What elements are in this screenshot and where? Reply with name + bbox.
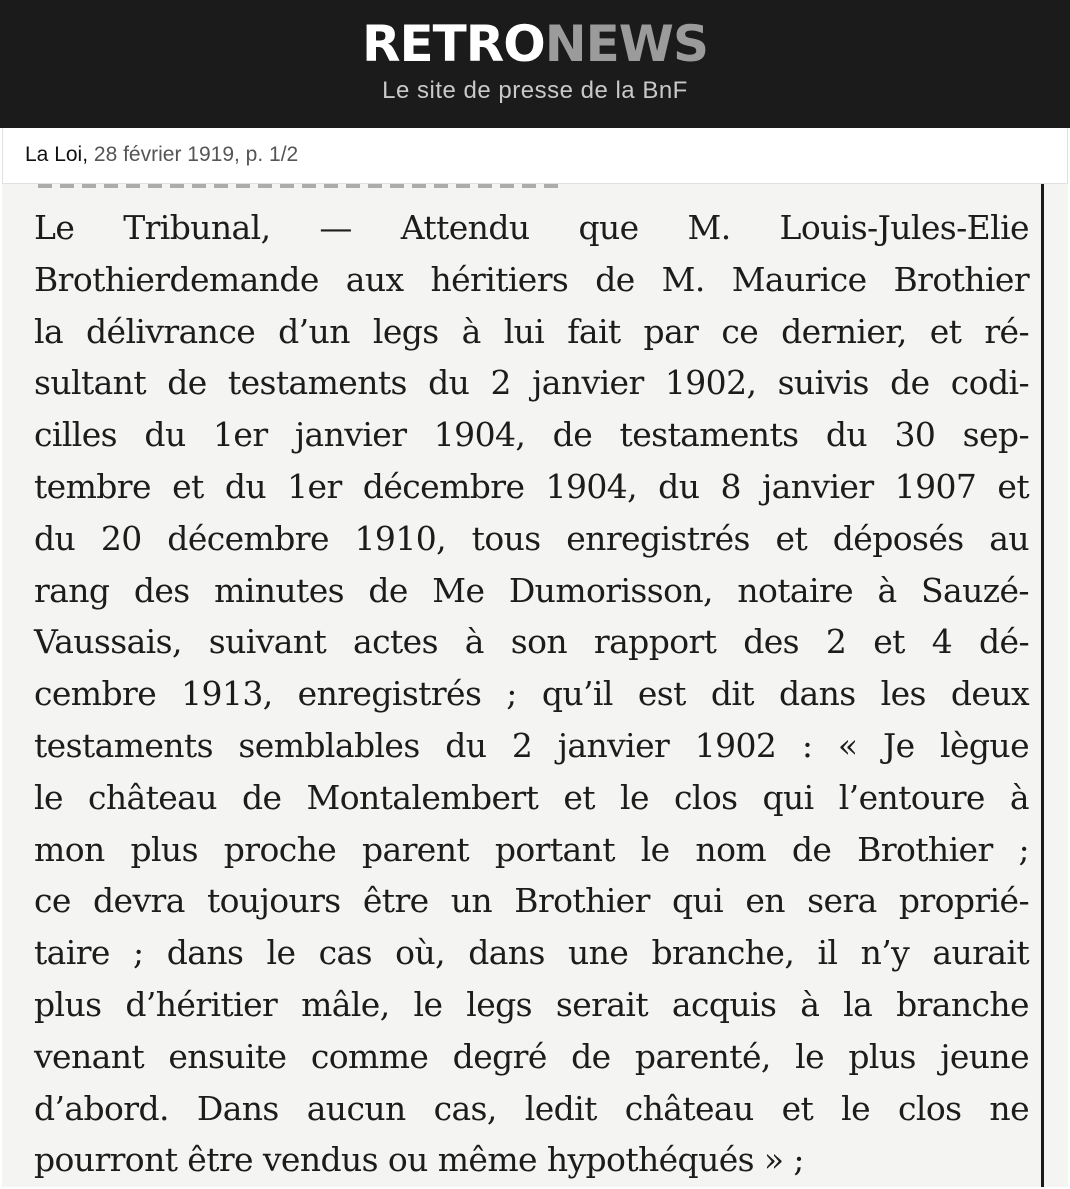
article-line: ce devra toujours être un Brothier qui en sera proprié-	[34, 881, 1029, 921]
article-line: rang des minutes de Me Dumorisson, notaire à Sauzé-	[34, 570, 1029, 610]
article-line: taire ; dans le cas où, dans une branche, il n’y aurait	[34, 933, 1029, 973]
article-line: la délivrance d’un legs à lui fait par ce dernier, et ré-	[34, 311, 1029, 351]
column-rule	[1041, 184, 1044, 1187]
article-line: Brothierdemande aux héritiers de M. Maurice Brothier	[34, 259, 1029, 299]
article-line: Le Tribunal, — Attendu que M. Louis-Jules-Elie	[34, 208, 1029, 247]
article-line: cilles du 1er janvier 1904, de testaments du 30 sep-	[34, 415, 1029, 455]
article-line: le château de Montalembert et le clos qui l’entoure à	[34, 777, 1029, 817]
source-citation	[2, 128, 1068, 184]
site-header	[0, 0, 1070, 128]
logo-part-retro: RETRO	[362, 15, 545, 73]
article-line: sultant de testaments du 2 janvier 1902, suivis de codi-	[34, 363, 1029, 403]
article-line: cembre 1913, enregistrés ; qu’il est dit dans les deux	[34, 674, 1029, 714]
logo-part-news: NEWS	[544, 15, 708, 73]
article-line: venant ensuite comme degré de parenté, le plus jeune	[34, 1036, 1029, 1076]
scanned-article-image	[2, 184, 1068, 1187]
article-line: d’abord. Dans aucun cas, ledit château et le clos ne	[34, 1088, 1029, 1128]
publication-name: La Loi,	[25, 143, 89, 166]
article-line: du 20 décembre 1910, tous enregistrés et déposés au	[34, 518, 1029, 558]
article-line: Vaussais, suivant actes à son rapport des 2 et 4 dé-	[34, 622, 1029, 662]
cropped-previous-line	[38, 184, 558, 188]
retronews-logo[interactable]	[0, 16, 1070, 72]
article-line: tembre et du 1er décembre 1904, du 8 janvier 1907 et	[34, 466, 1029, 506]
article-line: testaments semblables du 2 janvier 1902 : « Je lègue	[34, 725, 1029, 765]
article-line: mon plus proche parent portant le nom de Brothier ;	[34, 829, 1029, 869]
publication-date-page: 28 février 1919, p. 1/2	[93, 143, 299, 166]
article-text	[34, 202, 1029, 1186]
article-line: plus d’héritier mâle, le legs serait acquis à la branche	[34, 984, 1029, 1024]
article-line: pourront être vendus ou même hypothéqués » ;	[34, 1140, 804, 1180]
site-tagline: Le site de presse de la BnF	[382, 77, 688, 104]
